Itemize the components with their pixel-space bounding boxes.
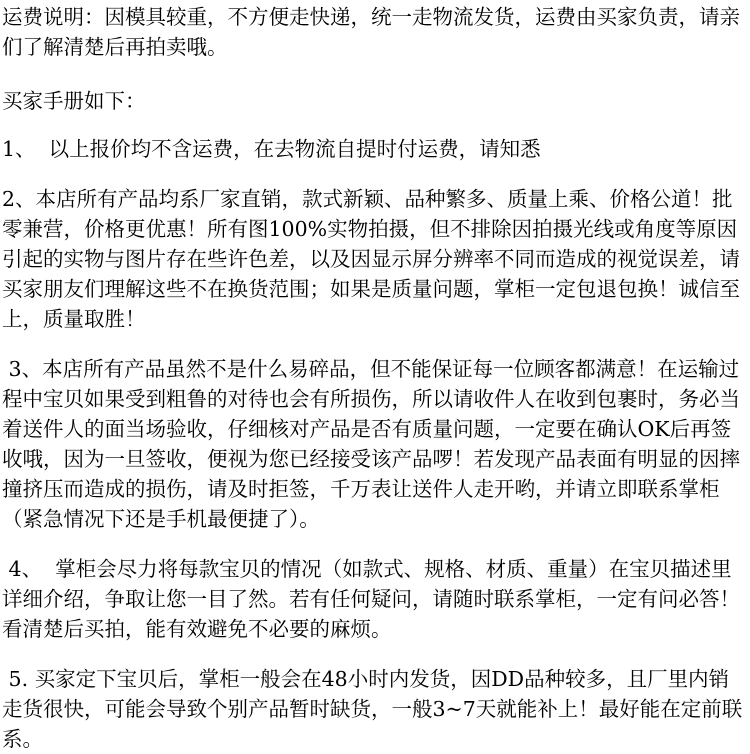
manual-heading: 买家手册如下： — [2, 89, 146, 113]
manual-item-5: 5. 买家定下宝贝后，掌柜一般会在48小时内发货，因DD品种较多，且厂里内销走货很快，可能会导致个别产品暂时缺货，一般3~7天就能补上！最好能在定前联系。 — [2, 667, 743, 751]
manual-item-1: 1、 以上报价均不含运费，在去物流自提时付运费，请知悉 — [2, 137, 541, 161]
spacer — [2, 164, 748, 184]
manual-item-4: 4、 掌柜会尽力将每款宝贝的情况（如款式、规格、材质、重量）在宝贝描述里详细介绍，争取让您一目了然。若有任何疑问，请随时联系掌柜，一定有问必答！看清楚后买拍，能有效避免不必要的麻烦。 — [2, 557, 740, 641]
spacer — [2, 534, 748, 554]
spacer — [2, 334, 748, 354]
spacer — [2, 116, 748, 134]
spacer — [2, 62, 748, 86]
manual-item-3: 3、本店所有产品虽然不是什么易碎品，但不能保证每一位顾客都满意！在运输过程中宝贝如果受到粗鲁的对待也会有所损伤，所以请收件人在收到包裹时，务必当着送件人的面当场验收，仔细核对产品是否有质量问题，一定要在确认OK后再签收哦，因为一旦签收，便视为您已经接受该产品啰！若发现产品表面有明显的因摔撞挤压而造成的损伤，请及时拒签，千万表让送件人走开哟，并请立即联系掌柜（紧急情况下还是手机最便捷了）。 — [2, 357, 740, 531]
manual-item-2: 2、本店所有产品均系厂家直销，款式新颖、品种繁多、质量上乘、价格公道！批零兼营，价格更优惠！所有图100%实物拍摄，但不排除因拍摄光线或角度等原因引起的实物与图片存在些许色差，以及因显示屏分辨率不同而造成的视觉误差，请买家朋友们理解这些不在换货范围；如果是质量问题，掌柜一定包退包换！诚信至上，质量取胜！ — [2, 187, 740, 331]
shipping-notice: 运费说明：因模具较重，不方便走快递，统一走物流发货，运费由买家负责，请亲们了解清楚后再拍卖哦。 — [2, 5, 740, 59]
spacer — [2, 644, 748, 664]
